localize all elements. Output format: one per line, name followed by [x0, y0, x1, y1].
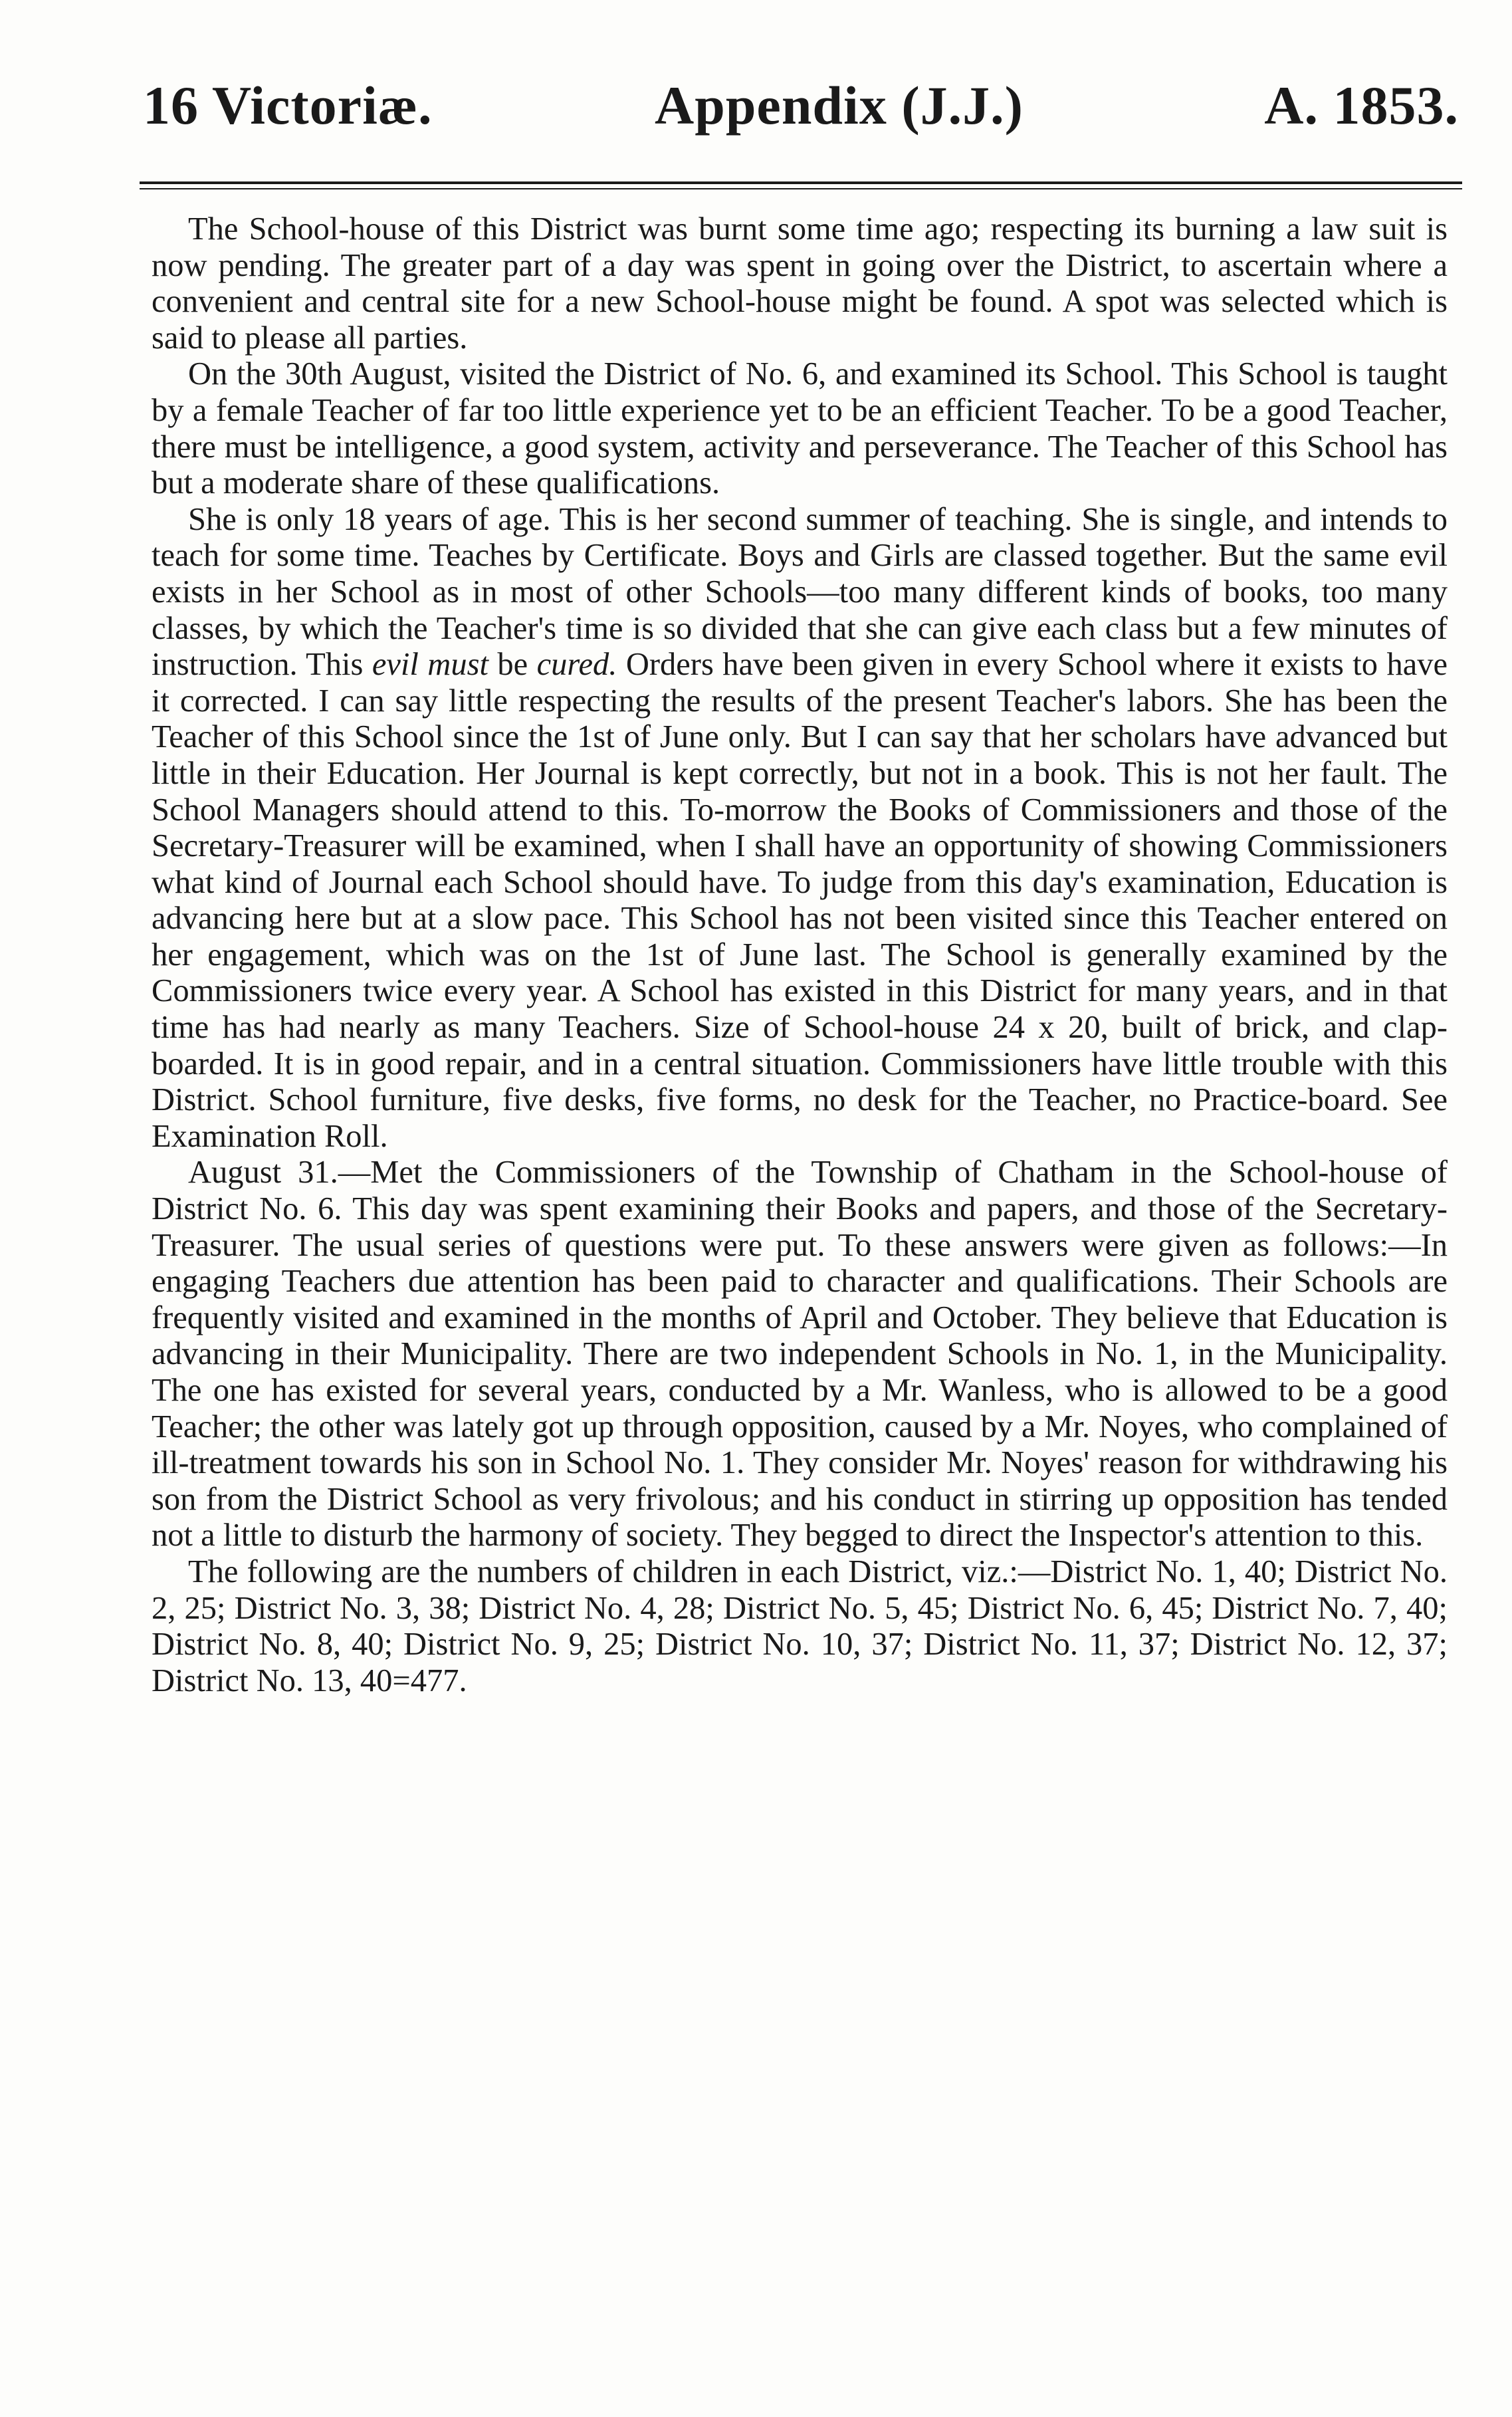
header-session: 16 Victoriæ.: [143, 75, 433, 136]
page-header: [143, 74, 1459, 148]
teacher-details-before: She is only 18 years of age. This is her second summer of teaching. She is single, and intends to teach for some time. Teaches by Certificate. Boys and Girls are classed together. But the same evil exists in her School as in most of other Schools—too many different kinds of books, too many classes, by which the Teacher's time is so divided that she can give each class but a few minutes of instruction. This: [152, 501, 1448, 683]
emphasis-evil-must: evil must: [372, 647, 488, 683]
header-rule-thick: [140, 181, 1462, 184]
paragraph-school-house-burnt: The School-house of this District was burnt some time ago; respecting its burning a law suit is now pending. The greater part of a day was spent in going over the District, to ascertain where a convenient and central site for a new School-house might be found. A spot was selected which is said to please all parties.: [152, 211, 1448, 356]
header-appendix: Appendix (J.J.): [655, 75, 1024, 136]
paragraph-chatham-commissioners: August 31.—Met the Commissioners of the Township of Chatham in the School-house of District No. 6. This day was spent examining their Books and papers, and those of the Secretary-Treasurer. The usual series of questions were put. To these answers were given as follows:—In engaging Teachers due attention has been paid to character and qualifications. Their Schools are frequently visited and examined in the months of April and October. They believe that Education is advancing in their Municipality. There are two independent Schools in No. 1, in the Municipality. The one has existed for several years, conducted by a Mr. Wanless, who is allowed to be a good Teacher; the other was lately got up through opposition, caused by a Mr. Noyes, who complained of ill-treatment towards his son in School No. 1. They consider Mr. Noyes' reason for withdrawing his son from the District School as very frivolous; and his conduct in stirring up opposition has tended not a little to disturb the harmony of society. They begged to direct the Inspector's attention to this.: [152, 1155, 1448, 1554]
paragraph-district-6-visit: On the 30th August, visited the District of No. 6, and examined its School. This School is taught by a female Teacher of far too little experience yet to be an efficient Teacher. To be a good Teacher, there must be intelligence, a good system, activity and perseverance. The Teacher of this School has but a moderate share of these qualifications.: [152, 356, 1448, 501]
report-body: [152, 211, 1448, 1699]
teacher-details-middle: be: [497, 647, 528, 683]
emphasis-cured: cured.: [536, 647, 617, 683]
header-rule-thin: [140, 188, 1462, 189]
paragraph-teacher-details: [152, 502, 1448, 1155]
header-year: A. 1853.: [1264, 75, 1459, 136]
teacher-details-after: Orders have been given in every School where it exists to have it corrected. I can say little respecting the results of the present Teacher's labors. She has been the Teacher of this School since the 1st of June only. But I can say that her scholars have advanced but little in their Education. Her Journal is kept correctly, but not in a book. This is not her fault. The School Managers should attend to this. To-morrow the Books of Commissioners and those of the Secretary-Treasurer will be examined, when I shall have an opportunity of showing Commissioners what kind of Journal each School should have. To judge from this day's examination, Education is advancing here but at a slow pace. This School has not been visited since this Teacher entered on her engagement, which was on the 1st of June last. The School is generally examined by the Commissioners twice every year. A School has existed in this District for many years, and in that time has had nearly as many Teachers. Size of School-house 24 x 20, built of brick, and clap-boarded. It is in good repair, and in a central situation. Commissioners have little trouble with this District. School furniture, five desks, five forms, no desk for the Teacher, no Practice-board. See Examination Roll.: [152, 647, 1448, 1154]
paragraph-children-numbers: The following are the numbers of children in each District, viz.:—District No. 1, 40; District No. 2, 25; District No. 3, 38; District No. 4, 28; District No. 5, 45; District No. 6, 45; District No. 7, 40; District No. 8, 40; District No. 9, 25; District No. 10, 37; District No. 11, 37; District No. 12, 37; District No. 13, 40=477.: [152, 1554, 1448, 1698]
